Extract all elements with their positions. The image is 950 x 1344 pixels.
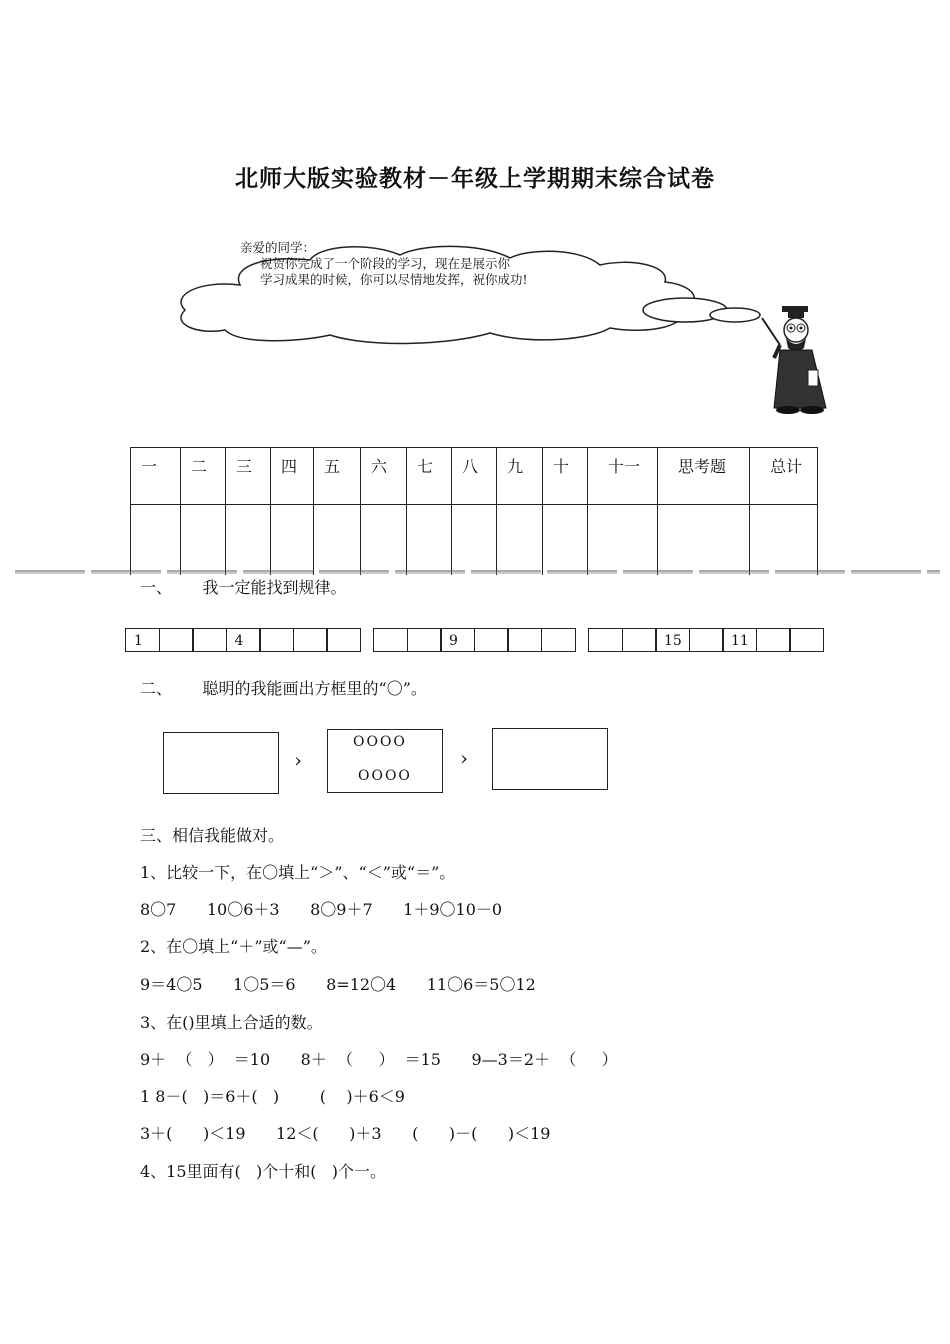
sequence-box[interactable]	[689, 628, 724, 652]
cloud-line-3: 学习成果的时候，你可以尽情地发挥，祝你成功!	[260, 272, 528, 287]
sequence-box[interactable]: 9	[440, 628, 475, 652]
sequence-box[interactable]	[474, 628, 509, 652]
page-title: 北师大版实验教材－年级上学期期末综合试卷	[235, 166, 715, 192]
score-table	[130, 447, 818, 575]
sequence-row-1	[125, 628, 361, 652]
sequence-box[interactable]	[541, 628, 576, 652]
score-header-cell: 九	[497, 448, 543, 505]
score-entry-cell[interactable]	[588, 505, 658, 576]
sequence-box[interactable]: 1	[125, 628, 160, 652]
score-entry-cell[interactable]	[271, 505, 314, 576]
sequence-box[interactable]: 15	[655, 628, 690, 652]
question-3-line-2: 1 8－( )＝6＋( ) ( )＋6＜9	[140, 1087, 405, 1106]
score-header-row	[131, 448, 818, 505]
score-entry-cell[interactable]	[497, 505, 543, 576]
score-header-cell: 八	[452, 448, 497, 505]
question-3-line-1: 9＋ （ ） ＝10 8＋ （ ） ＝15 9—3＝2＋ （ ）	[140, 1050, 618, 1069]
sequence-box[interactable]	[756, 628, 791, 652]
sequence-box[interactable]	[293, 628, 328, 652]
sequence-box[interactable]	[507, 628, 542, 652]
sequence-row-2	[373, 628, 576, 652]
cloud-message	[240, 240, 528, 288]
score-header-cell: 七	[407, 448, 452, 505]
score-header-cell: 十一	[588, 448, 658, 505]
score-header-cell: 二	[181, 448, 226, 505]
question-4: 4、15里面有( )个十和( )个一。	[140, 1162, 387, 1181]
score-header-cell: 十	[543, 448, 588, 505]
sequence-box[interactable]	[789, 628, 824, 652]
sequence-box[interactable]: 11	[722, 628, 757, 652]
circle-frame	[327, 729, 443, 793]
question-3-line-3: 3＋( )＜19 12＜( )＋3 ( )－( )＜19	[140, 1124, 551, 1143]
empty-frame-right	[492, 728, 608, 790]
greater-sign-1: ›	[294, 748, 302, 772]
question-1: 1、比较一下，在〇填上“＞”、“＜”或“＝”。	[140, 863, 456, 882]
score-entry-cell[interactable]	[407, 505, 452, 576]
section1-heading: 一、 我一定能找到规律。	[140, 578, 347, 597]
question-2: 2、在〇填上“＋”或“—”。	[140, 937, 327, 956]
section3-heading: 三、相信我能做对。	[140, 826, 285, 845]
score-entry-cell[interactable]	[181, 505, 226, 576]
question-1-items: 8〇7 10〇6＋3 8〇9＋7 1＋9〇10－0	[140, 900, 503, 919]
cloud-greeting: 亲爱的同学：	[240, 240, 316, 255]
sequence-box[interactable]	[622, 628, 657, 652]
score-entry-cell[interactable]	[314, 505, 361, 576]
question-2-items: 9＝4〇5 1〇5＝6 8=12〇4 11〇6＝5〇12	[140, 975, 536, 994]
sequence-row-3	[588, 628, 824, 652]
sequence-box[interactable]: 4	[226, 628, 261, 652]
circles-bottom: OOOO	[358, 768, 412, 784]
sequence-box[interactable]	[407, 628, 442, 652]
score-entry-cell[interactable]	[452, 505, 497, 576]
score-entry-cell[interactable]	[658, 505, 750, 576]
score-header-cell: 总计	[750, 448, 818, 505]
score-header-cell: 一	[131, 448, 181, 505]
cut-line	[15, 570, 940, 574]
circles-top: OOOO	[353, 734, 407, 750]
sequence-box[interactable]	[259, 628, 294, 652]
section2-heading: 二、 聪明的我能画出方框里的“〇”。	[140, 679, 427, 698]
score-entry-row	[131, 505, 818, 576]
question-3: 3、在()里填上合适的数。	[140, 1013, 323, 1032]
sequence-box[interactable]	[159, 628, 194, 652]
sequence-box[interactable]	[588, 628, 623, 652]
score-entry-cell[interactable]	[361, 505, 407, 576]
sequence-box[interactable]	[373, 628, 408, 652]
cloud-line-2: 祝贺你完成了一个阶段的学习，现在是展示你	[260, 256, 511, 271]
score-header-cell: 六	[361, 448, 407, 505]
score-header-cell: 五	[314, 448, 361, 505]
empty-frame-left	[163, 732, 279, 794]
score-header-cell: 四	[271, 448, 314, 505]
teacher-illustration	[760, 300, 840, 415]
sequence-box[interactable]	[192, 628, 227, 652]
score-header-cell: 三	[226, 448, 271, 505]
score-header-cell: 思考题	[658, 448, 750, 505]
score-entry-cell[interactable]	[131, 505, 181, 576]
sequence-box[interactable]	[326, 628, 361, 652]
score-entry-cell[interactable]	[543, 505, 588, 576]
greater-sign-2: ›	[460, 746, 468, 770]
score-entry-cell[interactable]	[750, 505, 818, 576]
score-entry-cell[interactable]	[226, 505, 271, 576]
